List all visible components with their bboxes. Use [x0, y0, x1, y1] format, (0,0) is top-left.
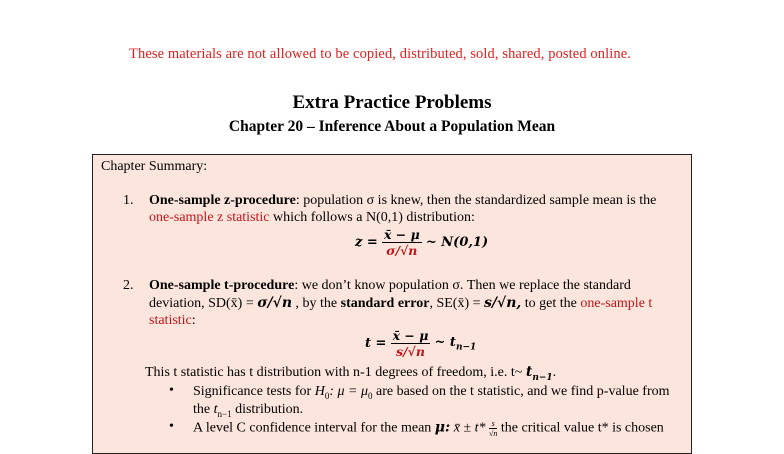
item2-red-text: one-sample t: [580, 296, 653, 311]
item2-follow-t: t: [525, 364, 533, 380]
bullet1-h: H: [314, 384, 325, 399]
item2-follow-end: .: [552, 365, 557, 380]
item2-line1: [149, 277, 631, 294]
t-formula-rhs-sub: n−1: [455, 342, 477, 353]
t-formula-numerator: x̄ − μ: [392, 328, 429, 343]
bullet-dot: •: [169, 419, 174, 434]
bullet1-line2-t: t: [213, 402, 218, 417]
item1-line1: [149, 192, 656, 209]
bullet1-line1-c: are based on the t statistic, and we find p-value from: [372, 384, 670, 399]
bullet2-expr: x̄ ± t*: [450, 420, 490, 436]
bullet1-line2-sub: n−1: [217, 408, 232, 419]
item2-se-label: standard error: [340, 296, 430, 311]
bullet2-frac-den: √n: [489, 429, 498, 438]
bullet1-line2-b: distribution.: [231, 402, 304, 417]
z-formula-numerator: x̄ − μ: [383, 227, 420, 242]
bullet1-line1-b: : μ = μ: [329, 384, 368, 399]
z-formula-lhs: z =: [355, 235, 378, 250]
bullet2-line1-b: the critical value t* is chosen: [497, 420, 664, 436]
item2-text-a: : we don’t know population σ. Then we replace the standard: [294, 278, 631, 293]
item2-line2-d: to get the: [521, 296, 581, 311]
item1-number: 1.: [123, 193, 134, 208]
bullet1-b-sub: 0: [367, 390, 373, 401]
item1-text-b: which follows a N(0,1) distribution:: [269, 210, 475, 225]
t-formula-rhs-text: ~ t: [434, 334, 456, 350]
t-formula-denominator: s/√n: [396, 344, 425, 359]
item2-follow-a: This t statistic has t distribution with n-1 degrees of freedom, i.e. t~: [145, 365, 526, 380]
bullet2-line1: [193, 419, 664, 438]
bullet1-line2-a: the: [193, 402, 214, 417]
chapter-subtitle: Chapter 20 – Inference About a Population Mean: [228, 118, 556, 135]
page-title: Extra Practice Problems: [292, 92, 492, 113]
bullet2-line1-a: A level C confidence interval for the mean: [193, 420, 435, 436]
bullet2-mu: μ:: [434, 419, 451, 436]
z-formula-denominator: σ/√n: [386, 243, 418, 258]
summary-heading: Chapter Summary:: [101, 159, 208, 174]
z-formula-rhs: ~ N(0,1): [425, 235, 489, 250]
t-formula-rhs: [434, 334, 477, 353]
item2-sd-expr: σ/√n: [257, 295, 293, 311]
item1-lead: One-sample z-procedure: [149, 193, 296, 208]
item2-follow-sub: n−1: [532, 372, 553, 383]
item1-red-text: one-sample z statistic: [149, 210, 270, 225]
item2-line2: [149, 295, 652, 312]
bullet-dot: •: [169, 383, 174, 398]
item2-line3: [149, 312, 196, 329]
t-statistic-formula: [365, 328, 476, 359]
t-formula-lhs: t =: [365, 336, 387, 351]
item2-red-text2: statistic: [149, 313, 192, 328]
t-formula-fraction: [391, 328, 431, 359]
copyright-notice: These materials are not allowed to be copied, distributed, sold, shared, posted online.: [129, 46, 631, 62]
bullet1-line1-a: Significance tests for: [193, 384, 315, 399]
z-statistic-formula: [355, 227, 488, 258]
bullet1-h-sub: 0: [324, 390, 330, 401]
item2-lead: One-sample t-procedure: [149, 278, 295, 293]
item2-line2-a: deviation, SD(x̄) =: [149, 296, 258, 311]
z-formula-fraction: [382, 227, 422, 258]
item2-colon: :: [191, 313, 196, 328]
chapter-summary-box: [92, 154, 692, 454]
item2-line2-b: , by the: [292, 296, 341, 311]
item2-number: 2.: [123, 278, 134, 293]
item1-line2: [149, 209, 475, 226]
item1-text-a: : population σ is knew, then the standardized sample mean is the: [295, 193, 657, 208]
item2-line2-c: , SE(x̄) =: [429, 296, 485, 311]
item2-se-expr: s/√n,: [484, 295, 522, 311]
bullet2-frac-num: s: [489, 419, 497, 429]
